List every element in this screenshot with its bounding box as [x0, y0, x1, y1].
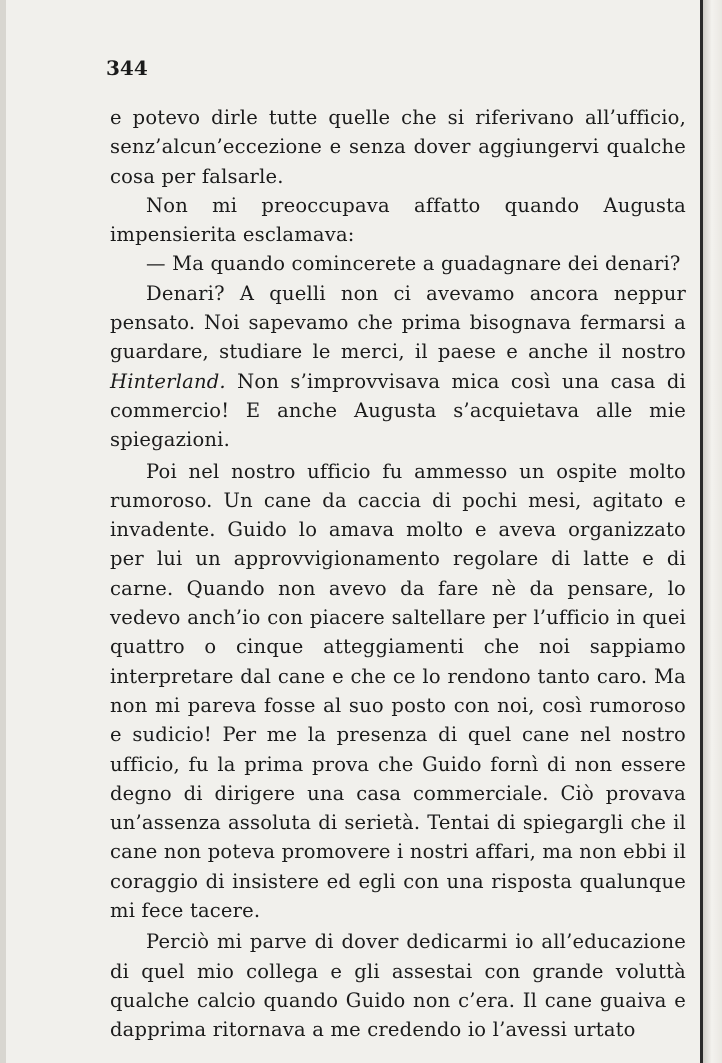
italic-word: Hinterland. [110, 369, 226, 393]
paragraph-4-pre: Denari? A quelli non ci avevamo ancora neppur pensato. Noi sapevamo che prima bisognava fermarsi a guardare, studiare le merci, il paese e anche il nostro [110, 281, 686, 364]
page-edge [700, 0, 722, 1063]
paragraph-1: e potevo dirle tutte quelle che si riferivano all’ufficio, senz’alcun’eccezione e senza dover aggiungervi qualche cosa per falsarle. [110, 106, 686, 188]
paragraph-6: Perciò mi parve di dover dedicarmi io all’educazione di quel mio collega e gli assestai con grande voluttà qualche calcio quando Guido non c’era. Il cane guaiva e dapprima ritornava a me credendo io l’avessi urtato [110, 930, 686, 1042]
body-text [110, 103, 686, 1045]
paragraph-4-post: Non s’improvvisava mica così una casa di commercio! E anche Augusta s’acquietava alle mie spiegazioni. [110, 369, 686, 452]
dialogue-line: — Ma quando comincerete a guadagnare dei denari? [146, 252, 681, 276]
paragraph-5: Poi nel nostro ufficio fu ammesso un ospite molto rumoroso. Un cane da caccia di pochi mesi, agitato e invadente. Guido lo amava molto e aveva organizzato per lui un approvvigionamento regolare di latte e di carne. Quando non avevo da fare nè da pensare, lo vedevo anch’io con piacere saltellare per l’ufficio in quei quattro o cinque atteggiamenti che noi sappiamo interpretare dal cane e che ce lo rendono tanto caro. Ma non mi pareva fosse al suo posto con noi, così rumoroso e sudicio! Per me la presenza di quel cane nel nostro ufficio, fu la prima prova che Guido fornì di non essere degno di dirigere una casa commerciale. Ciò provava un’assenza assoluta di serietà. Tentai di spiegargli che il cane non poteva promovere i nostri affari, ma non ebbi il coraggio di insistere ed egli con una risposta qualunque mi fece tacere. [110, 459, 686, 923]
paragraph-4 [110, 279, 686, 455]
paragraph-2: Non mi preoccupava affatto quando Augusta impensierita esclamava: [110, 193, 686, 247]
page-number: 344 [106, 56, 148, 80]
